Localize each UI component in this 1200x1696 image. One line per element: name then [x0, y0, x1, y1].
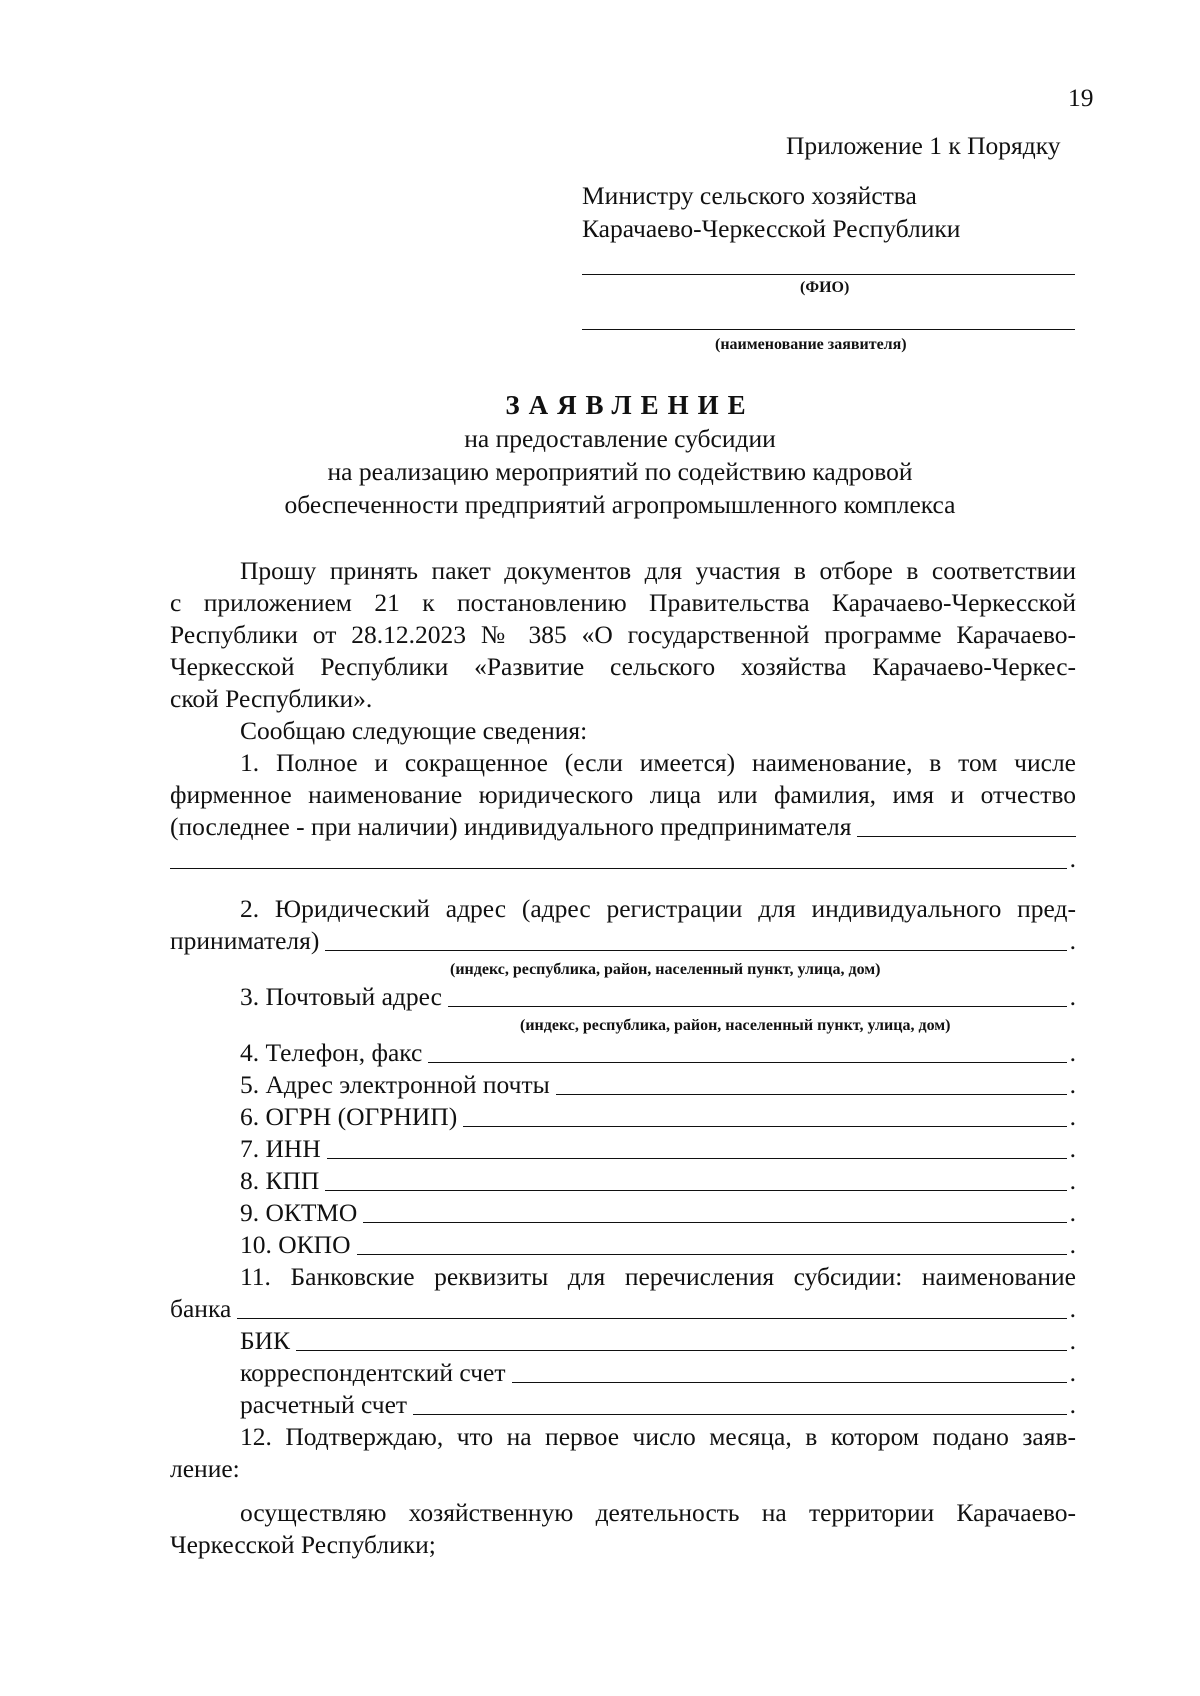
oktmo-field[interactable]: 9. ОКТМО . [240, 1198, 1076, 1227]
intro-line-3: Республики от 28.12.2023 № 385 «О государственной программе Карачаево- [170, 620, 1076, 649]
period: . [1069, 844, 1076, 873]
inn-field[interactable]: 7. ИНН . [240, 1134, 1076, 1163]
inn-blank[interactable] [327, 1158, 1067, 1159]
email-label: 5. Адрес электронной почты [240, 1070, 550, 1099]
oktmo-label: 9. ОКТМО [240, 1198, 358, 1227]
legal-address-caption: (индекс, республика, район, населенный пункт, улица, дом) [450, 961, 881, 978]
correspondent-account-field[interactable]: корреспондентский счет . [240, 1358, 1076, 1387]
bank-name-field[interactable]: банка . [170, 1294, 1076, 1323]
appendix-reference: Приложение 1 к Порядку [786, 131, 1061, 160]
ogrn-label: 6. ОГРН (ОГРНИП) [240, 1102, 458, 1131]
intro-line-2: с приложением 21 к постановлению Правительства Карачаево-Черкесской [170, 588, 1076, 617]
phone-fax-field[interactable]: 4. Телефон, факс . [240, 1038, 1076, 1067]
settlement-account-field[interactable]: расчетный счет . [240, 1390, 1076, 1419]
document-title: ЗАЯВЛЕНИЕ [505, 390, 755, 420]
okpo-blank[interactable] [357, 1254, 1067, 1255]
bank-name-blank[interactable] [237, 1318, 1066, 1319]
inn-label: 7. ИНН [240, 1134, 321, 1163]
addressee-line-2: Карачаево-Черкесской Республики [582, 214, 961, 243]
title-subline-3: обеспеченности предприятий агропромышленного комплекса [284, 490, 956, 519]
item1-blank[interactable] [857, 836, 1076, 837]
phone-fax-label: 4. Телефон, факс [240, 1038, 423, 1067]
applicant-blank-line[interactable] [582, 329, 1075, 330]
correspondent-account-label: корреспондентский счет [240, 1358, 506, 1387]
correspondent-account-blank[interactable] [512, 1382, 1067, 1383]
kpp-field[interactable]: 8. КПП . [240, 1166, 1076, 1195]
item11-line-1: 11. Банковские реквизиты для перечисления субсидии: наименование [240, 1262, 1076, 1291]
bik-blank[interactable] [296, 1350, 1067, 1351]
email-field[interactable]: 5. Адрес электронной почты . [240, 1070, 1076, 1099]
bik-field[interactable]: БИК . [240, 1326, 1076, 1355]
settlement-account-blank[interactable] [413, 1414, 1067, 1415]
settlement-account-label: расчетный счет [240, 1390, 408, 1419]
applicant-caption: (наименование заявителя) [715, 336, 907, 353]
kpp-label: 8. КПП [240, 1166, 320, 1195]
item1-blank-2[interactable] [170, 868, 1067, 869]
intro-line-5: ской Республики». [170, 684, 373, 713]
intro-line-4: Черкесской Республики «Развитие сельского хозяйства Карачаево-Черкес- [170, 652, 1076, 681]
phone-fax-blank[interactable] [428, 1062, 1066, 1063]
legal-address-field[interactable]: принимателя) . [170, 926, 1076, 955]
item1-line-1: 1. Полное и сокращенное (если имеется) наименование, в том числе [240, 748, 1076, 777]
okpo-field[interactable]: 10. ОКПО . [240, 1230, 1076, 1259]
item1-line-3: (последнее - при наличии) индивидуального предпринимателя [170, 812, 852, 841]
title-subline-1: на предоставление субсидии [464, 424, 776, 453]
okpo-label: 10. ОКПО [240, 1230, 351, 1259]
item1-line-2: фирменное наименование юридического лица или фамилия, имя и отчество [170, 780, 1076, 809]
bank-label: банка [170, 1294, 232, 1323]
addressee-line-1: Министру сельского хозяйства [582, 181, 917, 210]
postal-address-label: 3. Почтовый адрес [240, 982, 442, 1011]
oktmo-blank[interactable] [363, 1222, 1066, 1223]
item2-line-1: 2. Юридический адрес (адрес регистрации для индивидуального пред- [240, 894, 1076, 923]
title-subline-2: на реализацию мероприятий по содействию кадровой [327, 457, 913, 486]
email-blank[interactable] [556, 1094, 1067, 1095]
item12-line-1: 12. Подтверждаю, что на первое число месяца, в котором подано заяв- [240, 1422, 1076, 1451]
legal-address-blank[interactable] [325, 950, 1066, 951]
item12-line-3: осуществляю хозяйственную деятельность на территории Карачаево- [240, 1498, 1076, 1527]
kpp-blank[interactable] [325, 1190, 1066, 1191]
intro-line-1: Прошу принять пакет документов для участия в отборе в соответствии [240, 556, 1076, 585]
page-number: 19 [1068, 83, 1094, 112]
fio-blank-line[interactable] [582, 274, 1075, 275]
postal-address-field[interactable]: 3. Почтовый адрес . [240, 982, 1076, 1011]
bik-label: БИК [240, 1326, 291, 1355]
ogrn-blank[interactable] [463, 1126, 1066, 1127]
postal-address-blank[interactable] [448, 1006, 1067, 1007]
info-intro: Сообщаю следующие сведения: [240, 716, 588, 745]
item12-line-2: ление: [170, 1454, 240, 1483]
item1-name-continuation[interactable] [170, 843, 1076, 875]
ogrn-field[interactable]: 6. ОГРН (ОГРНИП) . [240, 1102, 1076, 1131]
item12-line-4: Черкесской Республики; [170, 1530, 436, 1559]
item1-name-field[interactable] [170, 811, 1076, 843]
postal-address-caption: (индекс, республика, район, населенный пункт, улица, дом) [520, 1017, 951, 1034]
fio-caption: (ФИО) [800, 279, 850, 296]
item2-line-2: принимателя) [170, 926, 320, 955]
